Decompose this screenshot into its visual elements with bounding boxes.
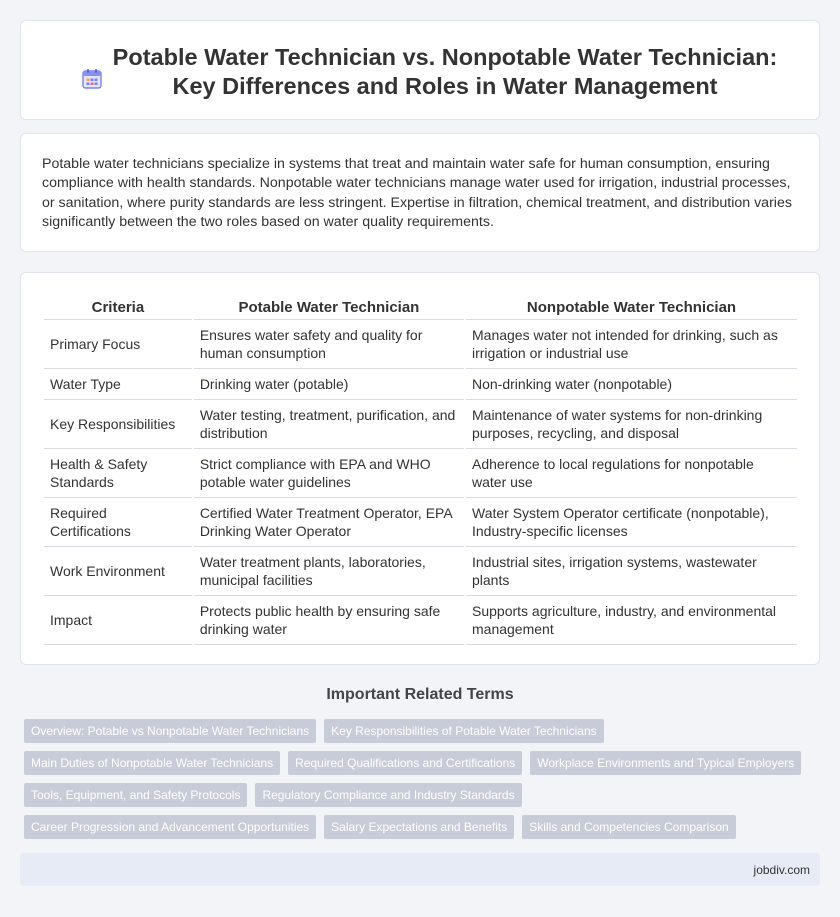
related-tag[interactable]: Regulatory Compliance and Industry Standards xyxy=(255,783,521,807)
related-tag[interactable]: Key Responsibilities of Potable Water Technicians xyxy=(324,719,603,743)
row-potable: Ensures water safety and quality for human consumption xyxy=(194,320,464,369)
row-nonpotable: Adherence to local regulations for nonpotable water use xyxy=(466,449,797,498)
row-criteria: Required Certifications xyxy=(44,498,192,547)
comparison-table-card xyxy=(20,272,820,665)
table-row xyxy=(44,498,797,547)
row-potable: Water treatment plants, laboratories, municipal facilities xyxy=(194,547,464,596)
table-row xyxy=(44,369,797,400)
related-tag[interactable]: Career Progression and Advancement Opportunities xyxy=(24,815,316,839)
row-nonpotable: Industrial sites, irrigation systems, wastewater plants xyxy=(466,547,797,596)
header-nonpotable: Nonpotable Water Technician xyxy=(466,295,797,320)
comparison-table xyxy=(42,295,799,645)
intro-card xyxy=(20,133,820,252)
table-row xyxy=(44,320,797,369)
intro-paragraph: Potable water technicians specialize in systems that treat and maintain water safe for human consumption, ensuring compliance with health standards. Nonpotable water technicians manage water used for irrigation, industrial processes, or sanitation, where purity standards are less stringent. Expertise in filtration, chemical treatment, and distribution varies significantly between the two roles based on water quality requirements. xyxy=(42,156,792,231)
related-tag[interactable]: Overview: Potable vs Nonpotable Water Technicians xyxy=(24,719,316,743)
calendar-icon xyxy=(81,68,103,90)
row-potable: Protects public health by ensuring safe drinking water xyxy=(194,596,464,645)
header-criteria: Criteria xyxy=(44,295,192,320)
row-criteria: Primary Focus xyxy=(44,320,192,369)
page-title: Potable Water Technician vs. Nonpotable Water Technician: Key Differences and Roles in Water Management xyxy=(112,44,778,99)
row-criteria: Impact xyxy=(44,596,192,645)
title-card xyxy=(20,20,820,120)
row-nonpotable: Non-drinking water (nonpotable) xyxy=(466,369,797,400)
row-nonpotable: Water System Operator certificate (nonpotable), Industry-specific licenses xyxy=(466,498,797,547)
row-nonpotable: Supports agriculture, industry, and environmental management xyxy=(466,596,797,645)
related-tag[interactable]: Required Qualifications and Certifications xyxy=(288,751,522,775)
header-potable: Potable Water Technician xyxy=(194,295,464,320)
related-tags-row xyxy=(24,751,801,775)
row-criteria: Water Type xyxy=(44,369,192,400)
row-potable: Strict compliance with EPA and WHO potable water guidelines xyxy=(194,449,464,498)
table-header-row xyxy=(44,295,797,320)
row-criteria: Work Environment xyxy=(44,547,192,596)
row-nonpotable: Manages water not intended for drinking, such as irrigation or industrial use xyxy=(466,320,797,369)
table-row xyxy=(44,449,797,498)
related-tags-row xyxy=(24,783,522,807)
row-potable: Water testing, treatment, purification, and distribution xyxy=(194,400,464,449)
row-potable: Drinking water (potable) xyxy=(194,369,464,400)
row-criteria: Key Responsibilities xyxy=(44,400,192,449)
related-tag[interactable]: Workplace Environments and Typical Employers xyxy=(530,751,801,775)
row-nonpotable: Maintenance of water systems for non-drinking purposes, recycling, and disposal xyxy=(466,400,797,449)
table-row xyxy=(44,596,797,645)
table-row xyxy=(44,400,797,449)
related-terms-heading: Important Related Terms xyxy=(326,686,514,703)
footer xyxy=(20,853,820,886)
table-row xyxy=(44,547,797,596)
related-tag[interactable]: Tools, Equipment, and Safety Protocols xyxy=(24,783,247,807)
related-tag[interactable]: Main Duties of Nonpotable Water Technicians xyxy=(24,751,280,775)
related-tag[interactable]: Salary Expectations and Benefits xyxy=(324,815,514,839)
row-criteria: Health & Safety Standards xyxy=(44,449,192,498)
related-tags-row xyxy=(24,815,736,839)
related-tag[interactable]: Skills and Competencies Comparison xyxy=(522,815,735,839)
related-tags-row xyxy=(24,719,604,743)
footer-site-link[interactable]: jobdiv.com xyxy=(753,863,810,877)
row-potable: Certified Water Treatment Operator, EPA Drinking Water Operator xyxy=(194,498,464,547)
